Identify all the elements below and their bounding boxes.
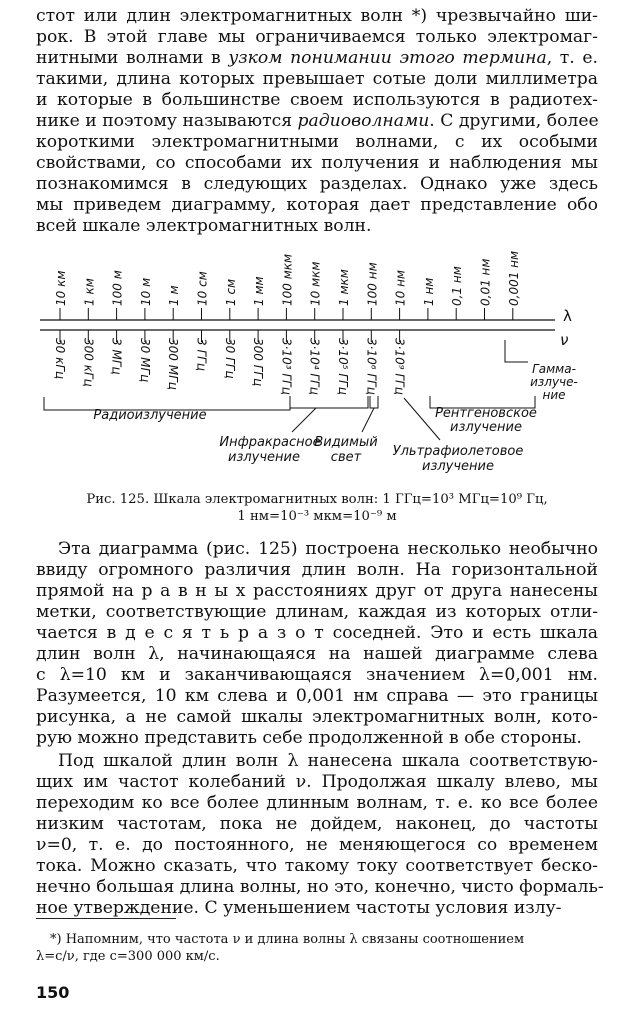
paragraph-2-line: тока. Можно сказать, что такому току соответствует беско- [36,856,598,876]
paragraph-1-line: рисунка, а не самой шкалы электромагнитных волн, кото- [36,707,598,727]
frequency-label: 3 ГГц [194,338,209,371]
footnote-line-2: λ=c/ν, где c=300 000 км/с. [36,949,220,964]
paragraph-1-line: ввиду огромного различия длин волн. На горизонтальной [36,560,598,580]
wavelength-labels [54,251,521,306]
intro-line: мы приведем диаграмму, которая дает представление обо [36,195,598,215]
wavelength-label: 10 нм [393,270,408,306]
wavelength-label: 1 мкм [337,269,351,306]
footnote-line-1: *) Напомним, что частота ν и длина волны λ связаны соотношением [50,932,525,947]
wavelength-label: 100 м [110,270,125,306]
frequency-label: 3·10⁴ ГГц [307,338,322,395]
paragraph-2-line: Под шкалой длин волн λ нанесена шкала соответствую- [58,751,598,771]
region-gamma-2: излуче- [530,375,578,389]
region-ultraviolet-1: Ультрафиолетовое [392,444,524,459]
figure-caption-line-1: Рис. 125. Шкала электромагнитных волн: 1 ГГц=10³ МГц=10⁹ Гц, [86,492,548,507]
paragraph-1-line: прямой на р а в н ы х расстояниях друг от друга нанесены [36,581,598,601]
paragraph-1-line: с λ=10 км и заканчивающаяся значением λ=0,001 нм. [36,665,598,685]
intro-line: стот или длин электромагнитных волн *) чрезвычайно ши- [36,6,598,26]
visible-bracket [370,396,378,408]
intro-line: познакомимся в следующих разделах. Однако уже здесь [36,174,598,194]
region-infrared-2: излучение [228,450,300,465]
frequency-label: 3·10⁹ ГГц [392,338,407,395]
visible-pointer [362,408,374,432]
body-paragraph-1 [36,539,598,749]
region-ultraviolet-2: излучение [422,459,494,474]
paragraph-2-line: нечно большая длина волны, но это, конечно, чисто формаль- [36,877,604,897]
wavelength-label: 10 км [54,270,68,306]
paragraph-1-line: чается в д е с я т ь р а з о т соседней. Это и есть шкала [36,623,598,643]
region-gamma-3: ние [542,388,566,402]
intro-line: такими, длина которых превышает сотые доли миллиметра [36,69,598,89]
frequency-label: 3·10⁶ ГГц [364,338,379,395]
paragraph-2-line: переходим ко все более длинным волнам, т. е. ко все более [36,793,598,813]
frequency-label: 300 кГц [81,338,96,387]
frequency-label: 300 ГГц [251,338,266,387]
scale-ticks [60,308,513,342]
wavelength-label: 1 мм [252,276,267,306]
paragraph-1-line: Эта диаграмма (рис. 125) построена несколько необычно [58,539,598,559]
frequency-label: 30 ГГц [222,338,237,379]
infrared-bracket [290,396,368,408]
wavelength-label: 1 км [82,278,97,306]
body-paragraph-2 [36,751,604,919]
intro-line: короткими электромагнитными волнами, с их особыми [36,132,598,152]
intro-line: нике и поэтому называются радиоволнами. С другими, более [36,111,599,131]
paragraph-1-line: рую можно представить себе продолженной в обе стороны. [36,728,582,748]
intro-line: и которые в большинстве своем используются в радиотех- [36,90,598,110]
wavelength-label: 1 нм [421,277,436,306]
wavelength-label: 1 м [167,285,182,306]
wavelength-label: 0,001 нм [506,250,521,306]
frequency-label: 30 МГц [137,338,152,383]
intro-line: всей шкале электромагнитных волн. [36,216,372,236]
frequency-labels [53,338,407,395]
wavelength-label: 10 м [138,277,153,306]
wavelength-label: 100 мкм [280,253,295,306]
region-visible-1: Видимый [314,435,378,450]
paragraph-1-line: длин волн λ, начинающаяся на нашей диаграмме слева [36,644,598,664]
gamma-bracket [505,340,528,362]
intro-line: нитными волнами в узком понимании этого термина, т. е. [36,48,598,68]
paragraph-2-line: ν=0, т. е. до постоянного, не меняющегося со временем [36,835,598,855]
lambda-symbol: λ [563,307,572,325]
region-xray-1: Рентгеновское [435,406,537,421]
paragraph-2-line: низким частотам, пока не дойдем, наконец, до частоты [36,814,598,834]
frequency-label: 30 кГц [53,338,67,380]
wavelength-label: 100 нм [365,262,380,306]
paragraph-2-line: ное утверждение. С уменьшением частоты условия излу- [36,898,562,918]
paragraph-1-line: Разумеется, 10 км слева и 0,001 нм справа — это границы [36,686,598,706]
region-infrared-1: Инфракрасное [219,435,321,450]
figure-caption-line-2: 1 нм=10⁻³ мкм=10⁻⁹ м [237,509,397,524]
frequency-label: 3·10³ ГГц [279,338,294,395]
nu-symbol: ν [560,331,569,349]
footnote-rule [36,918,176,919]
frequency-label: 3 МГц [109,338,124,375]
intro-line: свойствами, со способами их получения и наблюдения мы [36,153,598,173]
wavelength-label: 1 см [223,278,238,306]
frequency-label: 300 МГц [166,338,181,390]
wavelength-label: 10 см [195,271,210,306]
paragraph-2-line: щих им частот колебаний ν. Продолжая шкалу влево, мы [36,772,598,792]
page-number: 150 [36,983,70,1002]
region-xray-2: излучение [450,420,522,435]
paragraph-1-line: метки, соответствующие длинам, каждая из которых отли- [36,602,598,622]
wavelength-label: 10 мкм [308,261,323,306]
region-visible-2: свет [330,450,362,465]
intro-line: рок. В этой главе мы ограничиваемся только электромаг- [36,27,598,47]
region-gamma-1: Гамма- [532,362,576,376]
intro-paragraph [36,6,598,237]
frequency-label: 3·10⁵ ГГц [336,338,350,395]
infrared-pointer [292,408,316,432]
wavelength-label: 0,1 нм [450,266,465,306]
region-radio: Радиоизлучение [93,408,207,423]
wavelength-label: 0,01 нм [478,258,493,306]
